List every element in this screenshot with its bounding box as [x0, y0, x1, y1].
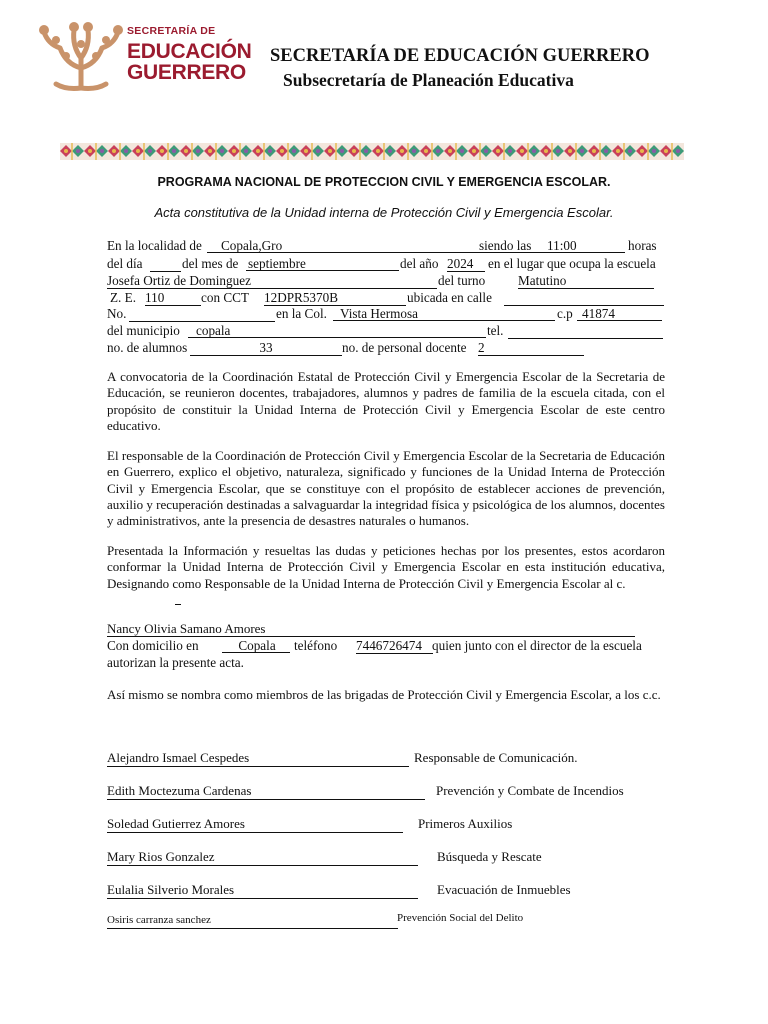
brigade-role: Prevención Social del Delito	[397, 912, 524, 924]
label-municipio: del municipio	[107, 323, 180, 338]
label-no: No.	[107, 306, 127, 321]
domicilio-line-2	[107, 655, 664, 673]
label-localidad: En la localidad de	[107, 238, 202, 253]
field-turno: Matutino	[518, 273, 654, 289]
brigade-member-name: Soledad Gutierrez Amores	[107, 816, 403, 833]
logo-line3: GUERRERO	[127, 60, 246, 84]
field-numero	[129, 306, 275, 322]
form-line-3	[107, 273, 664, 291]
label-domicilio: Con domicilio en	[107, 638, 199, 653]
header-title: SECRETARÍA DE EDUCACIÓN GUERRERO	[270, 46, 650, 66]
label-calle: ubicada en calle	[407, 290, 492, 305]
brigade-role: Evacuación de Inmuebles	[437, 882, 571, 897]
label-turno: del turno	[438, 273, 486, 288]
paragraph-brigadas: Así mismo se nombra como miembros de las brigadas de Protección Civil y Emergencia Escolar, a los c.c.	[107, 687, 661, 702]
field-escuela: Josefa Ortiz de Dominguez	[107, 273, 437, 289]
form-line-2	[107, 256, 664, 274]
field-telefono: 7446726474	[356, 638, 433, 654]
field-cct: 12DPR5370B	[264, 290, 406, 306]
designacion-underline	[175, 604, 181, 605]
field-anio: 2024	[447, 256, 485, 272]
field-mes: septiembre	[246, 256, 399, 271]
label-docentes: no. de personal docente	[342, 340, 467, 355]
paragraph-designacion: Presentada la Información y resueltas las dudas y peticiones hechas por los presentes, estos acordaron conformar la Unidad Interna de Protección Civil y Emergencia Escolar en esta institución educativa, Designando como Responsable de la Unidad Interna de Protección Civil y Emergencia Escolar al c.	[107, 543, 665, 591]
logo-line2: EDUCACIÓN	[127, 39, 252, 63]
responsable-name: Nancy Olivia Samano Amores	[107, 621, 635, 637]
field-domicilio: Copala	[222, 638, 290, 653]
label-alumnos: no. de alumnos	[107, 340, 188, 355]
label-zona: Z. E.	[110, 290, 137, 305]
field-tel	[508, 323, 663, 339]
brigade-member-name: Alejandro Ismael Cespedes	[107, 750, 409, 767]
field-colonia: Vista Hermosa	[333, 306, 555, 321]
brigade-member-name: Edith Moctezuma Cardenas	[107, 783, 425, 800]
brigade-role: Prevención y Combate de Incendios	[436, 783, 624, 798]
logo-wordmark	[127, 26, 251, 83]
field-alumnos: 33	[190, 340, 342, 356]
field-cp: 41874	[577, 306, 662, 321]
header-subtitle: Subsecretaría de Planeación Educativa	[283, 70, 574, 90]
label-dia: del día	[107, 256, 143, 271]
label-horas: horas	[628, 238, 657, 253]
field-localidad: Copala,Gro	[207, 238, 580, 253]
domicilio-line	[107, 638, 667, 656]
field-zona: 110	[145, 290, 201, 306]
label-quien: quien junto con el director de la escuela	[432, 638, 642, 653]
acta-title: Acta constitutiva de la Unidad interna de Protección Civil y Emergencia Escolar.	[154, 205, 614, 220]
brigade-member-name: Mary Rios Gonzalez	[107, 849, 418, 866]
brigade-role: Responsable de Comunicación.	[414, 750, 578, 765]
sep-guerrero-tree-logo	[36, 18, 126, 92]
label-siendo: siendo las	[479, 238, 532, 253]
brigade-member-name: Osiris carranza sanchez	[107, 912, 398, 929]
brigade-member-name: Eulalia Silverio Morales	[107, 882, 418, 899]
paragraph-responsable-coordinacion: El responsable de la Coordinación de Protección Civil y Emergencia Escolar de la Secretaria de Educación en Guerrero, explico el objetivo, naturaleza, significado y funciones de la Unidad Interna de Protección Civil y Emergencia Escolar, que se constituye con el propósito de establecer acciones de prevención, auxilio y recuperación destinadas a salvaguardar la integridad física y psicológica de los alumnos, docentes y administrativos, ante la presencia de desastres naturales o humanos.	[107, 448, 665, 529]
field-municipio: copala	[188, 323, 486, 338]
label-lugar: en el lugar que ocupa la escuela	[488, 256, 656, 271]
label-autorizan: autorizan la presente acta.	[107, 655, 244, 670]
logo-line1: SECRETARÍA DE	[127, 25, 216, 37]
form-line-7	[107, 340, 664, 358]
field-docentes: 2	[478, 340, 584, 356]
label-cp: c.p	[557, 306, 573, 321]
label-anio: del año	[400, 256, 439, 271]
label-mes: del mes de	[182, 256, 239, 271]
label-tel: tel.	[487, 323, 504, 338]
form-line-5	[107, 306, 664, 324]
label-colonia: en la Col.	[276, 306, 327, 321]
form-line-6	[107, 323, 664, 341]
label-cct: con CCT	[201, 290, 249, 305]
label-telefono: teléfono	[294, 638, 338, 653]
brigade-role: Primeros Auxilios	[418, 816, 513, 831]
decorative-pattern-band	[60, 143, 684, 160]
field-hora: 11:00	[535, 238, 625, 253]
field-dia	[150, 256, 181, 272]
paragraph-convocatoria: A convocatoria de la Coordinación Estatal de Protección Civil y Emergencia Escolar de la Secretaria de Educación, se reunieron docentes, trabajadores, alumnos y padres de familia de la escuela citada, con el propósito de constituir la Unidad Interna de Protección Civil y Emergencia Escolar de este centro educativo.	[107, 369, 665, 433]
brigade-role: Búsqueda y Rescate	[437, 849, 542, 864]
program-title: PROGRAMA NACIONAL DE PROTECCION CIVIL Y EMERGENCIA ESCOLAR.	[157, 175, 611, 189]
field-calle	[504, 290, 664, 306]
form-line-1	[107, 238, 664, 256]
